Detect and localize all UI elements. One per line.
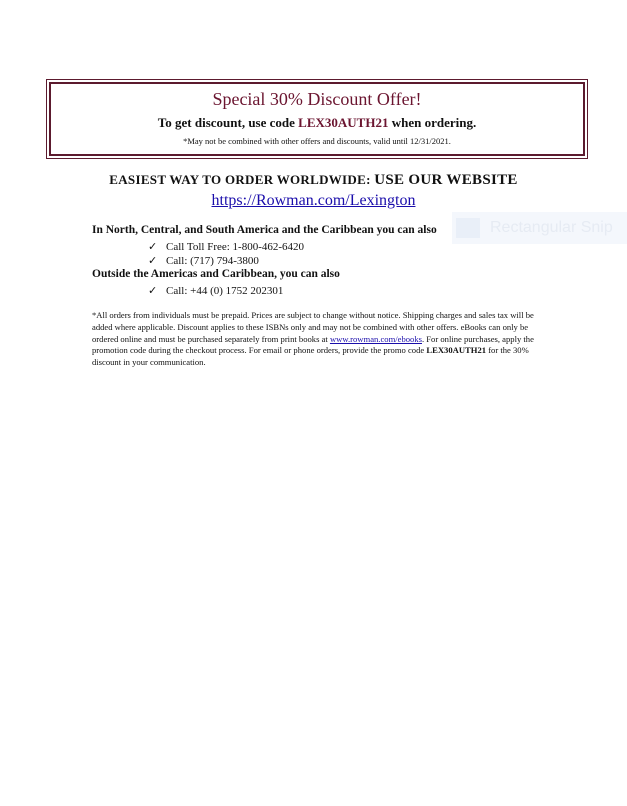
fine-print-text-3: for the 30% discount in your communication. (92, 345, 529, 368)
offer-instructions-prefix: To get discount, use code (157, 115, 299, 130)
offer-title: Special 30% Discount Offer! (212, 89, 422, 109)
checkmark-icon: ✓ (148, 255, 158, 267)
offer-instructions-suffix: when ordering. (388, 115, 477, 130)
list-item (148, 284, 283, 297)
fine-print-text-2: . For online purchases, apply the promotion code during the checkout process. For email or phone orders, provide the promo code (92, 333, 534, 356)
offer-instructions (51, 115, 583, 131)
list-item (148, 240, 304, 253)
discount-code: LEX30AUTH21 (298, 115, 389, 130)
fine-print (92, 310, 544, 369)
offer-disclaimer: *May not be combined with other offers and discounts, valid until 12/31/2021. (183, 136, 451, 146)
order-heading (0, 172, 627, 189)
region-heading-international: Outside the Americas and Caribbean, you can also (92, 268, 340, 280)
ebooks-link[interactable]: www.rowman.com/ebooks (329, 333, 422, 344)
contact-phone-toll-free: Call Toll Free: 1-800-462-6420 (166, 241, 305, 253)
checkmark-icon: ✓ (148, 241, 158, 253)
order-heading-website: USE OUR WEBSITE (374, 172, 518, 188)
website-link[interactable]: https://Rowman.com/Lexington (211, 192, 416, 209)
list-item (148, 254, 259, 267)
snip-icon (456, 218, 480, 238)
discount-offer-box (49, 82, 585, 156)
fine-print-promo-code: LEX30AUTH21 (426, 345, 487, 356)
snip-label: Rectangular Snip (490, 219, 613, 236)
region-heading-americas: In North, Central, and South America and the Caribbean you can also (92, 224, 437, 236)
checkmark-icon: ✓ (148, 285, 158, 297)
rectangular-snip-overlay (452, 212, 627, 244)
fine-print-text-1: *All orders from individuals must be prepaid. Prices are subject to change without notice. Shipping charges and sales tax will be added where applicable. Discount applies to these ISBNs only and may not be combined with other offers. eBooks can only be ordered online and must be purchased separately from print books at (92, 310, 534, 344)
contact-phone-international: Call: +44 (0) 1752 202301 (166, 285, 284, 297)
order-heading-main: EASIEST WAY TO ORDER WORLDWIDE: (109, 172, 375, 187)
contact-phone: Call: (717) 794-3800 (166, 255, 259, 267)
